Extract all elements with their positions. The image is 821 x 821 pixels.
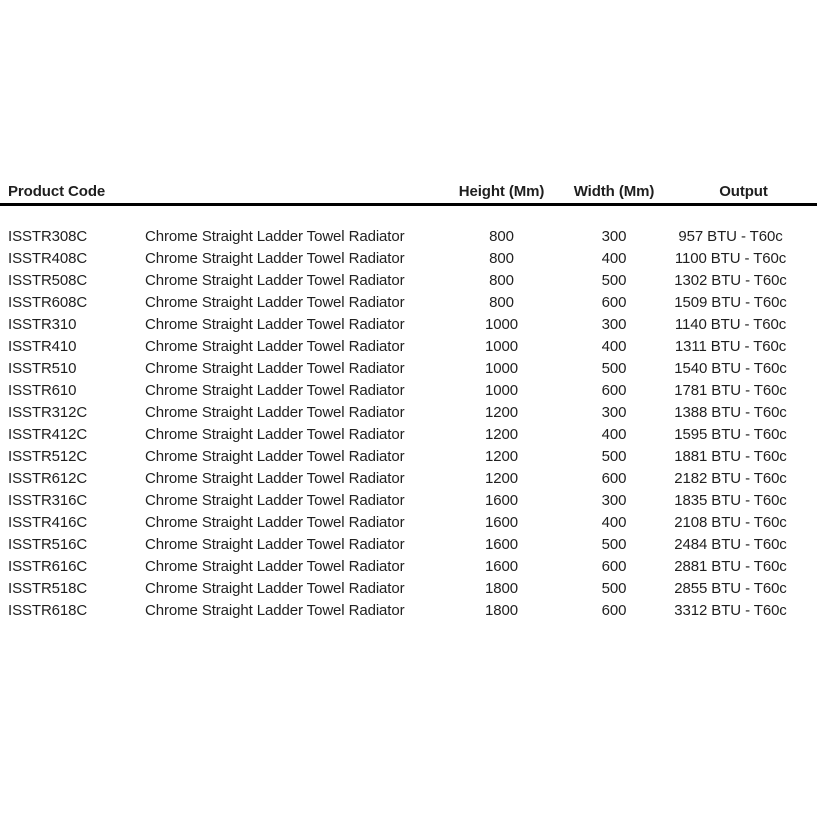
output-cell: 1509 BTU - T60c bbox=[674, 294, 787, 311]
product-code-cell: ISSTR508C bbox=[8, 272, 88, 289]
output-cell: 2881 BTU - T60c bbox=[674, 558, 787, 575]
table-row bbox=[0, 578, 817, 600]
height-cell: 1200 bbox=[485, 426, 518, 443]
width-cell: 400 bbox=[601, 250, 627, 267]
output-cell: 2182 BTU - T60c bbox=[674, 470, 787, 487]
width-cell: 600 bbox=[601, 602, 627, 619]
width-cell: 400 bbox=[601, 514, 627, 531]
product-code-cell: ISSTR516C bbox=[8, 536, 88, 553]
product-spec-table bbox=[0, 181, 817, 622]
product-code-cell: ISSTR518C bbox=[8, 580, 88, 597]
width-cell: 300 bbox=[601, 228, 627, 245]
table-row bbox=[0, 314, 817, 336]
description-cell: Chrome Straight Ladder Towel Radiator bbox=[145, 470, 405, 487]
product-code-cell: ISSTR312C bbox=[8, 404, 88, 421]
height-cell: 1800 bbox=[485, 580, 518, 597]
table-row bbox=[0, 270, 817, 292]
description-cell: Chrome Straight Ladder Towel Radiator bbox=[145, 316, 405, 333]
table-row bbox=[0, 336, 817, 358]
width-cell: 500 bbox=[601, 360, 627, 377]
width-cell: 500 bbox=[601, 536, 627, 553]
column-header-description bbox=[145, 181, 445, 205]
product-code-cell: ISSTR316C bbox=[8, 492, 88, 509]
product-code-cell: ISSTR416C bbox=[8, 514, 88, 531]
table-row bbox=[0, 534, 817, 556]
product-code-cell: ISSTR610 bbox=[8, 382, 77, 399]
product-code-cell: ISSTR310 bbox=[8, 316, 77, 333]
product-code-cell: ISSTR308C bbox=[8, 228, 88, 245]
product-code-cell: ISSTR410 bbox=[8, 338, 77, 355]
table-row bbox=[0, 205, 817, 249]
height-cell: 1600 bbox=[485, 558, 518, 575]
width-cell: 300 bbox=[601, 492, 627, 509]
description-cell: Chrome Straight Ladder Towel Radiator bbox=[145, 360, 405, 377]
table-row bbox=[0, 512, 817, 534]
width-cell: 600 bbox=[601, 558, 627, 575]
description-cell: Chrome Straight Ladder Towel Radiator bbox=[145, 272, 405, 289]
height-cell: 1600 bbox=[485, 514, 518, 531]
output-cell: 1540 BTU - T60c bbox=[674, 360, 787, 377]
output-cell: 1311 BTU - T60c bbox=[674, 338, 787, 355]
description-cell: Chrome Straight Ladder Towel Radiator bbox=[145, 250, 405, 267]
output-cell: 1100 BTU - T60c bbox=[674, 250, 787, 267]
table-row bbox=[0, 380, 817, 402]
height-cell: 800 bbox=[489, 272, 514, 289]
height-cell: 1000 bbox=[485, 316, 518, 333]
column-header-output: Output bbox=[670, 181, 817, 205]
product-code-cell: ISSTR510 bbox=[8, 360, 77, 377]
width-cell: 600 bbox=[601, 294, 627, 311]
table-row bbox=[0, 490, 817, 512]
description-cell: Chrome Straight Ladder Towel Radiator bbox=[145, 580, 405, 597]
table-row bbox=[0, 424, 817, 446]
table-header-row bbox=[0, 181, 817, 205]
description-cell: Chrome Straight Ladder Towel Radiator bbox=[145, 404, 405, 421]
output-cell: 2108 BTU - T60c bbox=[674, 514, 787, 531]
output-cell: 2855 BTU - T60c bbox=[674, 580, 787, 597]
width-cell: 300 bbox=[601, 404, 627, 421]
height-cell: 1200 bbox=[485, 470, 518, 487]
column-header-width: Width (Mm) bbox=[558, 181, 670, 205]
width-cell: 400 bbox=[601, 338, 627, 355]
product-code-cell: ISSTR412C bbox=[8, 426, 88, 443]
description-cell: Chrome Straight Ladder Towel Radiator bbox=[145, 602, 405, 619]
table-row bbox=[0, 556, 817, 578]
width-cell: 300 bbox=[601, 316, 627, 333]
height-cell: 1600 bbox=[485, 536, 518, 553]
description-cell: Chrome Straight Ladder Towel Radiator bbox=[145, 338, 405, 355]
product-code-cell: ISSTR618C bbox=[8, 602, 88, 619]
height-cell: 800 bbox=[489, 250, 514, 267]
product-code-cell: ISSTR408C bbox=[8, 250, 88, 267]
output-cell: 1781 BTU - T60c bbox=[674, 382, 787, 399]
width-cell: 500 bbox=[601, 448, 627, 465]
height-cell: 800 bbox=[489, 228, 514, 245]
height-cell: 1200 bbox=[485, 448, 518, 465]
column-header-height: Height (Mm) bbox=[445, 181, 558, 205]
table-row bbox=[0, 600, 817, 622]
table-row bbox=[0, 248, 817, 270]
table-row bbox=[0, 402, 817, 424]
product-code-cell: ISSTR612C bbox=[8, 470, 88, 487]
description-cell: Chrome Straight Ladder Towel Radiator bbox=[145, 426, 405, 443]
output-cell: 1140 BTU - T60c bbox=[674, 316, 787, 333]
description-cell: Chrome Straight Ladder Towel Radiator bbox=[145, 514, 405, 531]
table-row bbox=[0, 292, 817, 314]
description-cell: Chrome Straight Ladder Towel Radiator bbox=[145, 228, 405, 245]
output-cell: 1835 BTU - T60c bbox=[674, 492, 787, 509]
product-code-cell: ISSTR512C bbox=[8, 448, 88, 465]
description-cell: Chrome Straight Ladder Towel Radiator bbox=[145, 382, 405, 399]
width-cell: 600 bbox=[601, 470, 627, 487]
width-cell: 500 bbox=[601, 272, 627, 289]
description-cell: Chrome Straight Ladder Towel Radiator bbox=[145, 492, 405, 509]
width-cell: 600 bbox=[601, 382, 627, 399]
height-cell: 800 bbox=[489, 294, 514, 311]
column-header-product-code: Product Code bbox=[0, 181, 145, 205]
description-cell: Chrome Straight Ladder Towel Radiator bbox=[145, 294, 405, 311]
height-cell: 1000 bbox=[485, 360, 518, 377]
output-cell: 1595 BTU - T60c bbox=[674, 426, 787, 443]
description-cell: Chrome Straight Ladder Towel Radiator bbox=[145, 558, 405, 575]
height-cell: 1000 bbox=[485, 382, 518, 399]
output-cell: 1388 BTU - T60c bbox=[674, 404, 787, 421]
output-cell: 2484 BTU - T60c bbox=[674, 536, 787, 553]
table-row bbox=[0, 446, 817, 468]
description-cell: Chrome Straight Ladder Towel Radiator bbox=[145, 448, 405, 465]
product-code-cell: ISSTR608C bbox=[8, 294, 88, 311]
width-cell: 500 bbox=[601, 580, 627, 597]
output-cell: 1881 BTU - T60c bbox=[674, 448, 787, 465]
description-cell: Chrome Straight Ladder Towel Radiator bbox=[145, 536, 405, 553]
height-cell: 1000 bbox=[485, 338, 518, 355]
height-cell: 1800 bbox=[485, 602, 518, 619]
height-cell: 1600 bbox=[485, 492, 518, 509]
table-row bbox=[0, 358, 817, 380]
output-cell: 3312 BTU - T60c bbox=[674, 602, 787, 619]
width-cell: 400 bbox=[601, 426, 627, 443]
output-cell: 957 BTU - T60c bbox=[678, 228, 783, 245]
table-row bbox=[0, 468, 817, 490]
height-cell: 1200 bbox=[485, 404, 518, 421]
product-code-cell: ISSTR616C bbox=[8, 558, 88, 575]
output-cell: 1302 BTU - T60c bbox=[674, 272, 787, 289]
